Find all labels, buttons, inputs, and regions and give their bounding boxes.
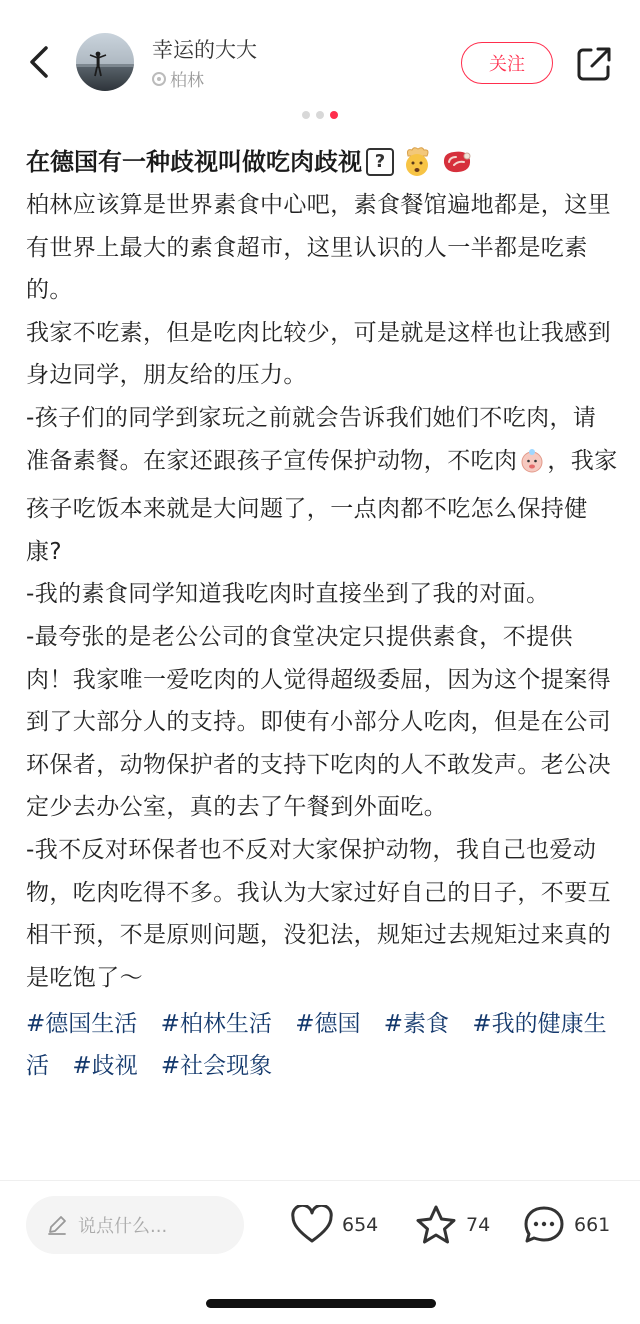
post-paragraph: -我的素食同学知道我吃肉时直接坐到了我的对面。 [26,581,550,608]
question-box-icon: ? [366,148,394,176]
post-body [26,184,618,999]
share-icon[interactable] [574,44,614,84]
location-icon [152,72,166,86]
crying-baby-emoji-icon [519,446,545,489]
post-header [0,0,640,108]
post-paragraph: -我不反对环保者也不反对大家保护动物，我自己也爱动物，吃肉吃得不多。我认为大家过好自己的日子，不要互相干预，不是原则问题，没犯法，规矩过去规矩过来真的是吃饱了～ [26,836,611,991]
post-paragraph: -最夸张的是老公公司的食堂决定只提供素食，不提供肉！我家唯一爱吃肉的人觉得超级委屈，因为这个提案得到了大部分人的支持。即使有小部分人吃肉，但是在公司环保者，动物保护者的支持下吃肉的人不敢发声。老公决定少去办公室，真的去了午餐到外面吃。 [26,623,611,821]
carousel-dot [302,111,310,119]
exploding-head-emoji-icon [400,146,434,178]
favorite-count: 74 [466,1214,491,1236]
like-button[interactable] [290,1200,378,1250]
follow-button[interactable]: 关注 [461,42,553,84]
pencil-icon [46,1214,68,1236]
post-title-row [26,140,618,184]
hashtag-link[interactable]: #社会现象 [160,1053,273,1080]
location-label: 柏林 [170,71,204,91]
carousel-indicator [0,111,640,119]
hashtag-link[interactable]: #歧视 [72,1053,138,1080]
hashtag-link[interactable]: #柏林生活 [160,1011,272,1038]
comment-button[interactable] [522,1200,610,1250]
comment-input[interactable] [26,1196,244,1254]
post-title: 在德国有一种歧视叫做吃肉歧视 [26,148,362,176]
bottom-divider [0,1180,640,1181]
carousel-dot-active [330,111,338,119]
hashtag-link[interactable]: #德国生活 [26,1011,138,1038]
hashtag-link[interactable]: #德国 [295,1011,361,1038]
post-paragraph: 柏林应该算是世界素食中心吧，素食餐馆遍地都是，这里有世界上最大的素食超市，这里认识的人一半都是吃素的。 [26,192,611,304]
hashtag-link[interactable]: #素食 [383,1011,450,1038]
like-count: 654 [342,1214,379,1236]
post-text-segment: ，我家孩子吃饭本来就是大问题了，一点肉都不吃怎么保持健康? [26,447,618,565]
home-indicator[interactable] [206,1299,436,1308]
heart-icon [290,1205,334,1245]
post-content [26,140,618,1087]
back-arrow-icon[interactable] [22,42,58,82]
tag-list [26,1003,618,1087]
location-tag [152,66,204,91]
post-paragraph: 我家不吃素，但是吃肉比较少，可是就是这样也让我感到身边同学，朋友给的压力。 [26,319,611,389]
star-icon [414,1204,458,1246]
comment-bubble-icon [522,1204,566,1246]
comment-count: 661 [574,1214,611,1236]
hashtag-link[interactable]: #我的健康生活 [26,1011,607,1080]
post-paragraph [26,397,618,573]
author-name[interactable]: 幸运的大大 [152,38,257,62]
comment-placeholder: 说点什么... [78,1216,168,1237]
carousel-dot [316,111,324,119]
meat-emoji-icon [440,147,474,177]
post-text-segment: -孩子们的同学到家玩之前就会告诉我们她们不吃肉，请准备素餐。在家还跟孩子宣传保护动物，不吃肉 [26,404,597,474]
author-avatar[interactable] [76,33,134,91]
favorite-button[interactable] [414,1200,490,1250]
